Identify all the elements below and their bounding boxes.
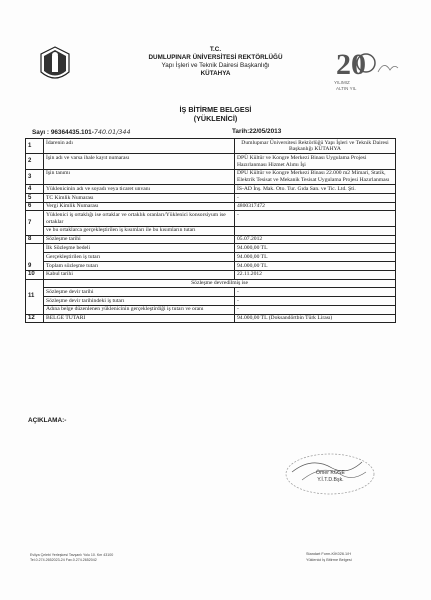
signer-title: Y.İ.T.D.Bşk. [317, 477, 344, 483]
row-value: - [235, 211, 396, 226]
row-value [235, 226, 396, 235]
row-value: İS-AD İnş. Mak. Oto. Tur. Gıda San. ve Tic. Ltd. Şti. [235, 185, 396, 194]
table-row [26, 244, 396, 253]
reference-number [32, 128, 131, 136]
table-row [26, 253, 396, 262]
row-value: 22.11.2012 [235, 270, 396, 279]
row-value: DPÜ Kültür ve Kongre Merkezi Binası Uygulama Projesi Hazırlanması Hizmet Alımı İşi [235, 154, 396, 169]
table-row [26, 305, 396, 314]
row-number: 8 [26, 235, 44, 244]
anniversary-emblem-icon [332, 46, 402, 92]
sayi-handwritten: 740.01/344 [93, 128, 131, 136]
row-label: İşin tanımı [44, 169, 235, 184]
row-label: İşin adı ve varsa ihale kayıt numarası [44, 154, 235, 169]
row-value: 94.000,00 TL (Doksandörtbin Türk Lirası) [235, 314, 396, 323]
footer-line2: Tel.0.274.2652023-24 Fax.0.274.2652042 [30, 558, 97, 562]
table-row [26, 169, 396, 184]
row-label: Yüklenici iş ortaklığı ise ortaklar ve ortaklık oranları/Yüklenici konsorsiyum ise ortaklar [44, 211, 235, 226]
row-value: Dumlupınar Üniversitesi Rektörlüğü Yapı İşleri ve Teknik Dairesi Başkanlığı KÜTAHYA [235, 139, 396, 154]
row-label: İdarenin adı [44, 139, 235, 154]
anniversary-text1: YILIMIZ [334, 80, 350, 85]
row-value: 4800317472 [235, 202, 396, 211]
row-number: 6 [26, 202, 44, 211]
table-row [26, 297, 396, 306]
anniversary-logo [332, 46, 402, 92]
table-row [26, 202, 396, 211]
table-row [26, 314, 396, 323]
document-date [232, 128, 281, 135]
table-row [26, 154, 396, 169]
row-value: 05.07.2012 [235, 235, 396, 244]
row-label: Adına belge düzenlenen yüklenicinin gerçekleştirdiği iş tutarı ve oranı [44, 305, 235, 314]
form-reference [306, 552, 352, 563]
row-value: DPÜ Kültür ve Kongre Merkezi Binası 22.000 m2 Mimari, Statik, Elektrik Tesisat ve Mekanik Tesisat Uygulama Projesi Hazırlanması [235, 169, 396, 184]
row-label: Sözleşme devir tarihindeki iş tutarı [44, 297, 235, 306]
form-code: Standart Form-KİK026.1/H [306, 552, 351, 556]
row-number: 3 [26, 169, 44, 184]
row-label: ve bu ortaklarca gerçekleştirilen iş kısımları ile bu kısımların tutarı [44, 226, 235, 235]
certificate-table [25, 138, 396, 323]
document-title [0, 105, 431, 123]
anniversary-number: 20 [336, 48, 366, 81]
row-label: İlk Sözleşme bedeli [44, 244, 235, 253]
row-value: 94.000,00 TL [235, 244, 396, 253]
table-row [26, 235, 396, 244]
table-row [26, 226, 396, 235]
row-value: - [235, 193, 396, 202]
row-label: Gerçekleştirilen iş tutarı [44, 253, 235, 262]
row-label: Sözleşme tarihi [44, 235, 235, 244]
table-row [26, 139, 396, 154]
form-name: Yüklenici İş Bitirme Belgesi [306, 557, 352, 562]
tarih-label: Tarih: [232, 128, 250, 135]
row-number: 12 [26, 314, 44, 323]
footer-address [30, 553, 113, 563]
title-line1: İŞ BİTİRME BELGESİ [179, 105, 252, 114]
row-number: 4 [26, 185, 44, 194]
row-number: 10 [26, 270, 44, 279]
header-city: KÜTAHYA [200, 70, 231, 77]
table-row [26, 270, 396, 279]
row-label: Kabul tarihi [44, 270, 235, 279]
table-row [26, 288, 396, 297]
row-number: 9 [26, 244, 44, 270]
row-number: 2 [26, 154, 44, 169]
row-number: 7 [26, 211, 44, 235]
table-row [26, 261, 396, 270]
row-label: TC Kimlik Numarası [44, 193, 235, 202]
signer-name: Ömer KÖSE [316, 470, 345, 476]
row-value: - [235, 305, 396, 314]
table-row [26, 211, 396, 226]
row-value: - [235, 297, 396, 306]
row-label: Vergi Kimlik Numarası [44, 202, 235, 211]
row-label: Sözleşme devir tarihi [44, 288, 235, 297]
signature-block [316, 470, 345, 484]
table-row [26, 185, 396, 194]
tarih-value: 22/05/2013 [249, 128, 282, 135]
row-label: Toplam sözleşme tutarı [44, 261, 235, 270]
title-line2: (YÜKLENİCİ) [193, 114, 238, 123]
header-university: DUMLUPINAR ÜNİVERSİTESİ REKTÖRLÜĞÜ [148, 54, 283, 61]
explanation-label: AÇIKLAMA:- [28, 417, 67, 424]
row-value: 94.000,00 TL [235, 261, 396, 270]
header-tc: T.C. [209, 46, 222, 53]
table-row [26, 193, 396, 202]
row-label: BELGE TUTARI [44, 314, 235, 323]
header-department: Yapı İşleri ve Teknik Dairesi Başkanlığı [161, 62, 270, 69]
section-header: Sözleşme devredilmiş ise [44, 279, 396, 288]
row-value: 94.000,00 TL [235, 253, 396, 262]
anniversary-text2: ALTIN YIL [336, 86, 357, 91]
row-number: 5 [26, 193, 44, 202]
table-row [26, 279, 396, 288]
sayi-label: Sayı : 96364435.101- [32, 129, 94, 136]
row-label: Yüklenicinin adı ve soyadı veya ticaret unvanı [44, 185, 235, 194]
footer-line1: Evliya Çelebi Yerleşkesi Tavşanlı Yolu 10. Km 43100 [30, 553, 114, 557]
row-value: - [235, 288, 396, 297]
row-number: 1 [26, 139, 44, 154]
row-number: 11 [26, 279, 44, 314]
